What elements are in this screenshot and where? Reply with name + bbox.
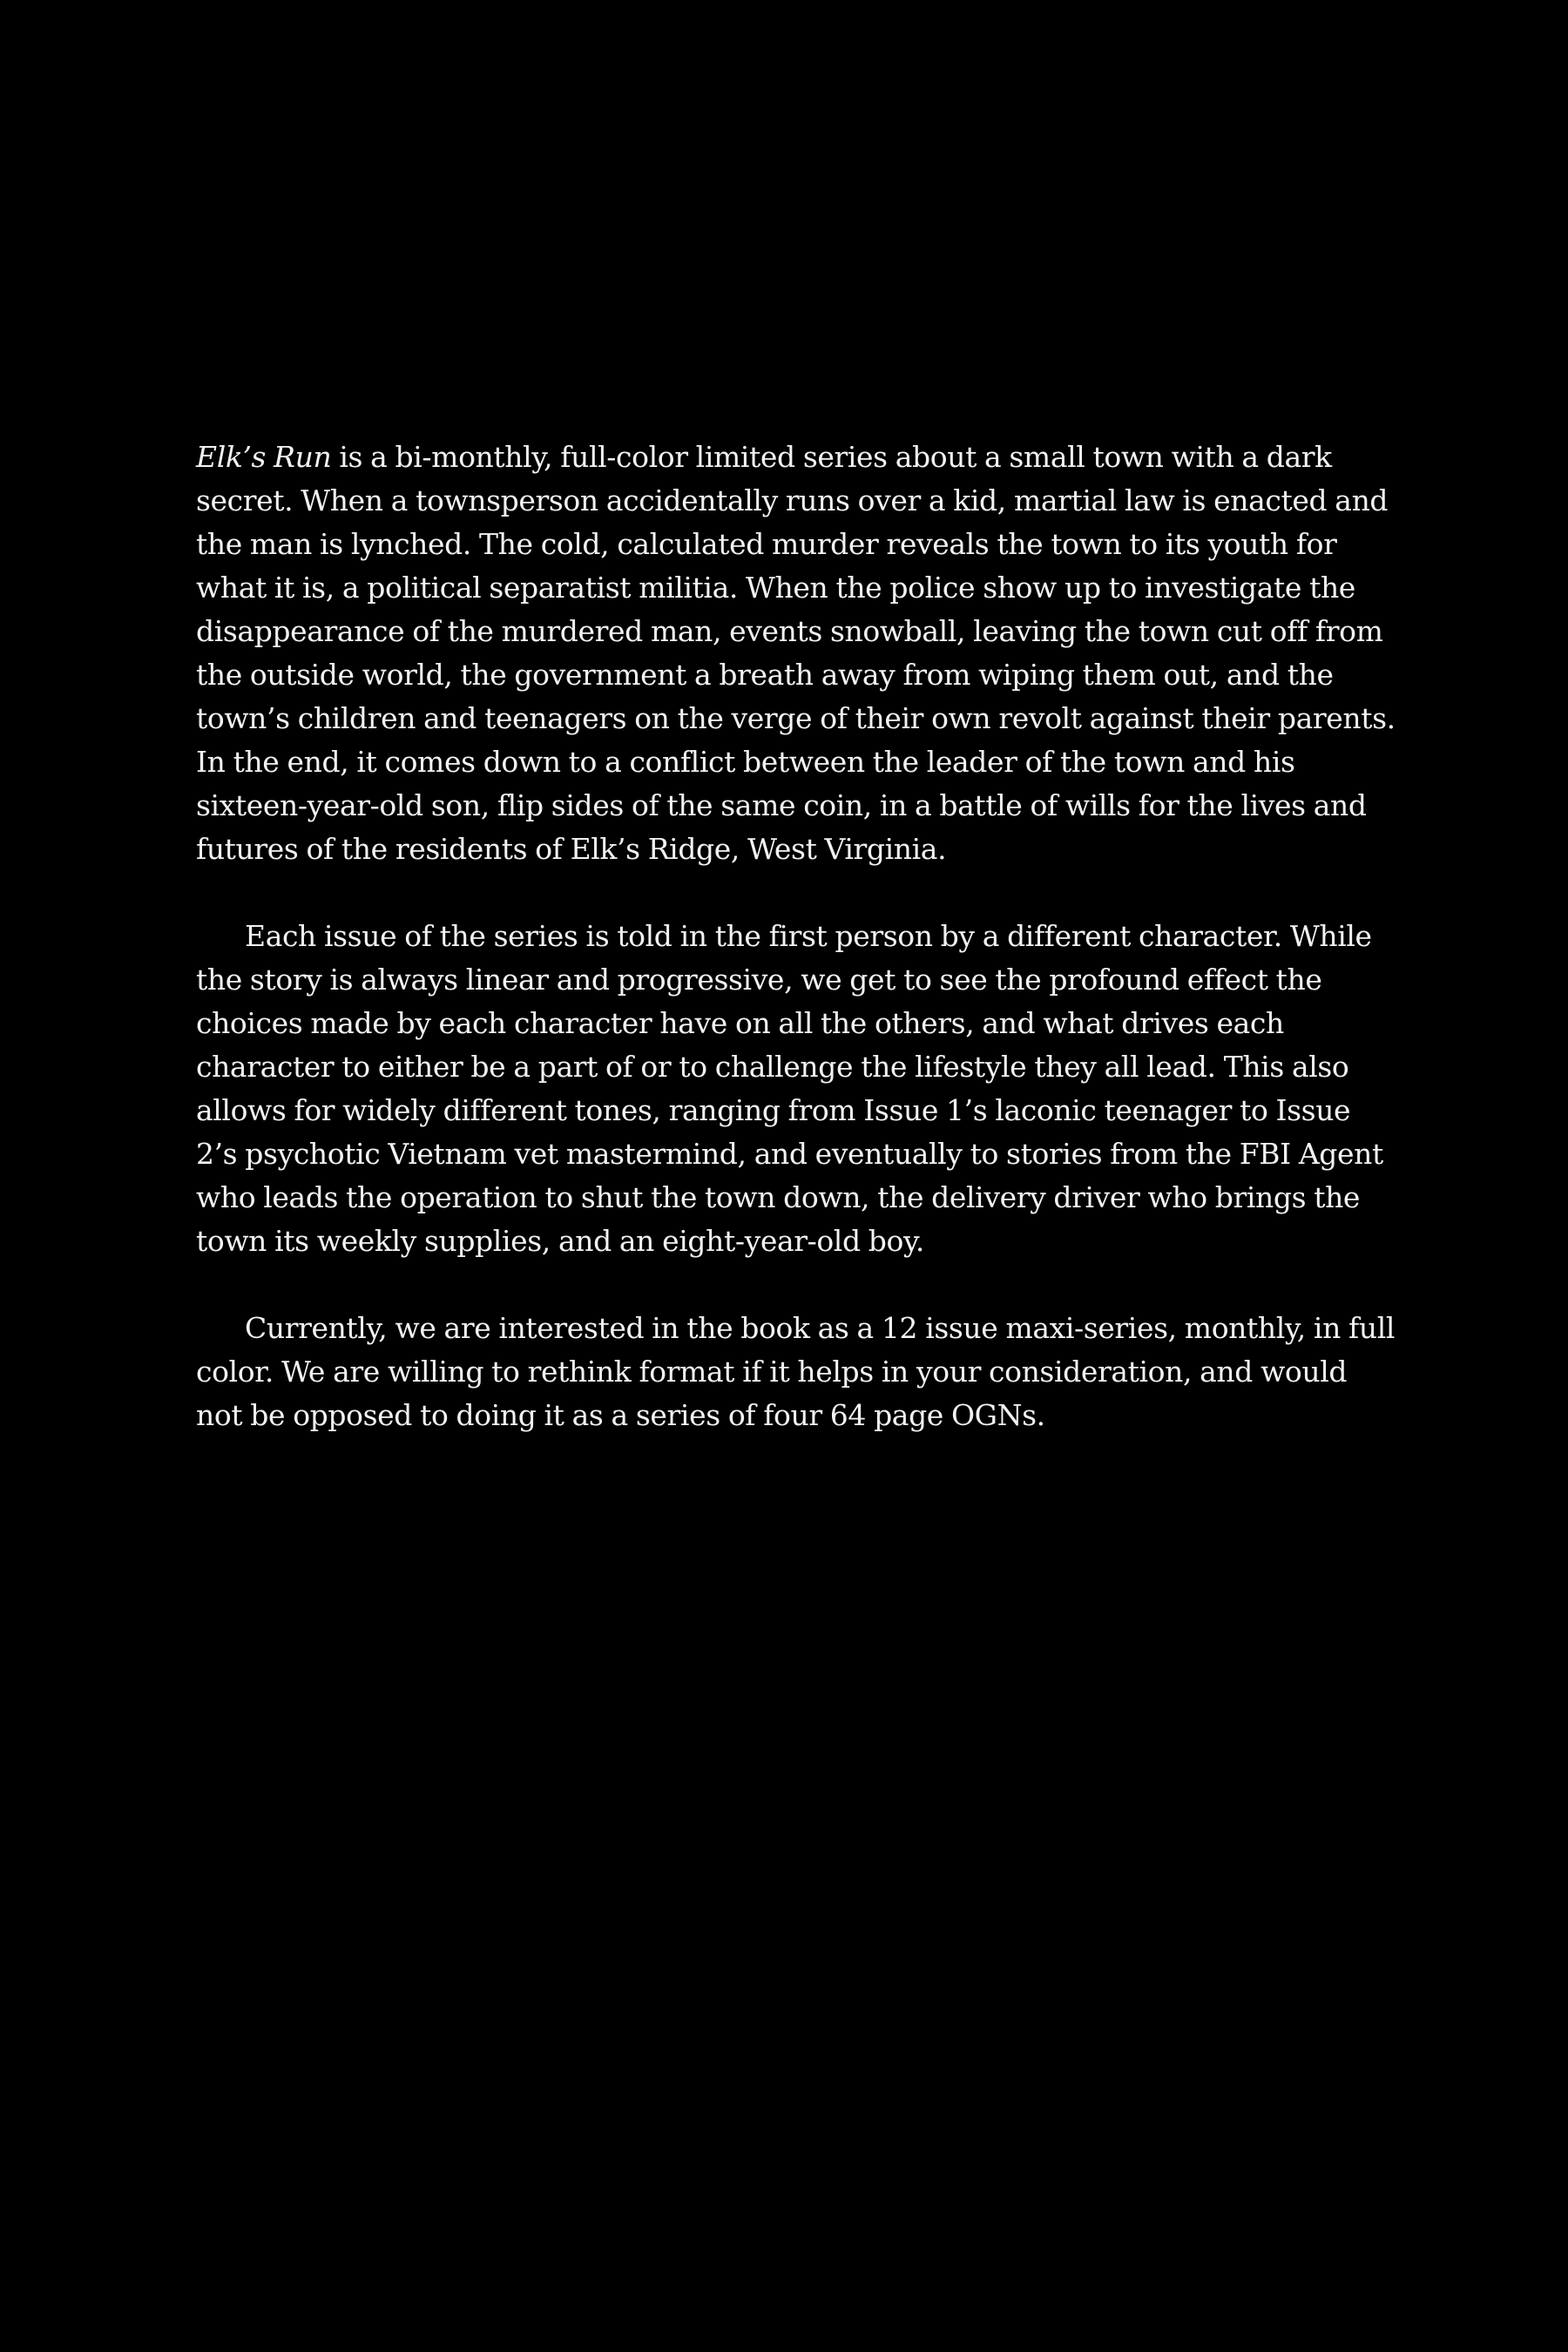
series-title: Elk’s Run (196, 440, 332, 474)
paragraph-format: Currently, we are interested in the book as a 12 issue maxi-series, monthly, in full color. We are willing to rethink format if it helps in your consideration, and would not be opposed to doing it as a series of four 64 page OGNs. (196, 1311, 1395, 1432)
document-body (196, 436, 1398, 1437)
paragraph-intro-text: is a bi-monthly, full-color limited series about a small town with a dark secret. When a townsperson accidentally runs over a kid, martial law is enacted and the man is lynched. The cold, calculated murder reveals the town to its youth for what it is, a political separatist militia. When the police show up to investigate the disappearance of the murdered man, events snowball, leaving the town cut off from the outside world, the government a breath away from wiping them out, and the town’s children and teenagers on the verge of their own revolt against their parents. In the end, it comes down to a conflict between the leader of the town and his sixteen-year-old son, flip sides of the same coin, in a battle of wills for the lives and futures of the residents of Elk’s Ridge, West Virginia. (196, 440, 1396, 866)
paragraph-intro (196, 436, 1398, 871)
paragraph-structure: Each issue of the series is told in the first person by a different character. While the story is always linear and progressive, we get to see the profound effect the choices made by each character have on all the others, and what drives each character to either be a part of or to challenge the lifestyle they all lead. This also allows for widely different tones, ranging from Issue 1’s laconic teenager to Issue 2’s psychotic Vietnam vet mastermind, and eventually to stories from the FBI Agent who leads the operation to shut the town down, the delivery driver who brings the town its weekly supplies, and an eight-year-old boy. (196, 919, 1383, 1258)
